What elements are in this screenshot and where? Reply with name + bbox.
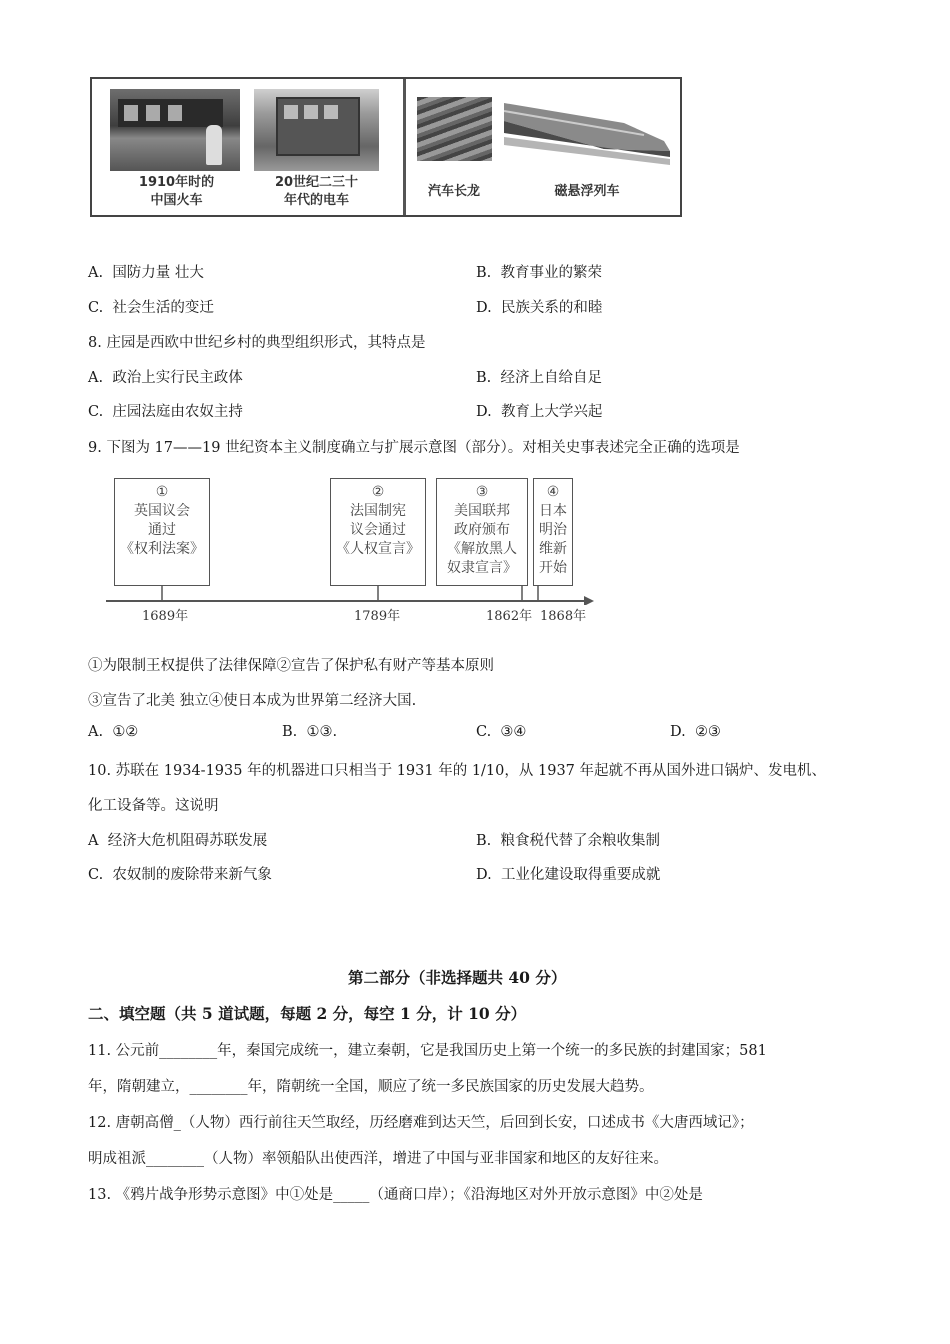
q9-option-d[interactable]: D. ②③ (670, 724, 721, 740)
photo-caption-maglev: 磁悬浮列车 (554, 184, 620, 199)
q10-stem-line-2: 化工设备等。这说明 (88, 798, 219, 814)
timeline-box-2: ② 法国制宪 议会通过 《人权宣言》 (330, 478, 426, 586)
q8-option-b[interactable]: B. 经济上自给自足 (476, 370, 602, 386)
q10-option-d[interactable]: D. 工业化建设取得重要成就 (476, 867, 661, 883)
photo-caption-train: 1910年时的 中国火车 (138, 175, 215, 208)
q10-stem-line-1: 10. 苏联在 1934-1935 年的机器进口只相当于 1931 年的 1/10，从 1937 年起就不再从国外进口锅炉、发电机、 (88, 763, 826, 779)
transport-photo-strip (90, 77, 682, 217)
q12-line-1: 12. 唐朝高僧_（人物）西行前往天竺取经，历经磨难到达天竺，后回到长安，口述成书《大唐西域记》； (88, 1115, 754, 1131)
section-two-title: 二、填空题（共 5 道试题，每题 2 分，每空 1 分，计 10 分） (88, 1004, 527, 1023)
q9-option-a[interactable]: A. ①② (88, 724, 139, 740)
timeline-box-1: ① 英国议会 通过 《权利法案》 (114, 478, 210, 586)
q9-statement-1: ①为限制王权提供了法律保障②宣告了保护私有财产等基本原则 (88, 658, 494, 674)
q9-stem: 9. 下图为 17——19 世纪资本主义制度确立与扩展示意图（部分）。对相关史事表述完全正确的选项是 (88, 440, 740, 456)
q8-stem: 8. 庄园是西欧中世纪乡村的典型组织形式，其特点是 (88, 335, 426, 351)
maglev-train-photo (504, 93, 670, 165)
q8-option-d[interactable]: D. 教育上大学兴起 (476, 404, 603, 420)
q8-option-a[interactable]: A. 政治上实行民主政体 (88, 370, 243, 386)
q7-option-c[interactable]: C. 社会生活的变迁 (88, 300, 214, 316)
q10-option-b[interactable]: B. 粮食税代替了余粮收集制 (476, 833, 660, 849)
q9-option-c[interactable]: C. ③④ (476, 724, 527, 740)
q13-line-1: 13. 《鸦片战争形势示意图》中①处是_____（通商口岸）；《沿海地区对外开放示意图》中②处是 (88, 1187, 703, 1203)
q10-option-a[interactable]: A 经济大危机阻碍苏联发展 (88, 833, 268, 849)
timeline-box-4: ④ 日本 明治 维新 开始 (533, 478, 573, 586)
photo-caption-traffic: 汽车长龙 (427, 184, 480, 199)
part-two-title: 第二部分（非选择题共 40 分） (348, 968, 567, 987)
traffic-jam-photo (417, 97, 492, 161)
timeline-axis (100, 585, 600, 605)
q7-option-a[interactable]: A. 国防力量 壮大 (88, 265, 204, 281)
timeline-year-1789: 1789年 (354, 609, 401, 624)
train-1910-photo (110, 89, 240, 171)
q10-option-c[interactable]: C. 农奴制的废除带来新气象 (88, 867, 272, 883)
q11-line-1: 11. 公元前________年，秦国完成统一，建立秦朝，它是我国历史上第一个统一的多民族的封建国家；581 (88, 1043, 767, 1059)
q9-statement-2: ③宣告了北美 独立④使日本成为世界第二经济大国. (88, 693, 417, 709)
timeline-year-1862: 1862年 (486, 609, 533, 624)
timeline-year-1868: 1868年 (540, 609, 587, 624)
q11-line-2: 年，隋朝建立，________年，隋朝统一全国，顺应了统一多民族国家的历史发展大趋势。 (88, 1079, 654, 1095)
q7-option-b[interactable]: B. 教育事业的繁荣 (476, 265, 602, 281)
q12-line-2: 明成祖派________（人物）率领船队出使西洋，增进了中国与亚非国家和地区的友好往来。 (88, 1151, 668, 1167)
q8-option-c[interactable]: C. 庄园法庭由农奴主持 (88, 404, 243, 420)
photo-caption-tram: 20世纪二三十 年代的电车 (274, 175, 359, 208)
q9-option-b[interactable]: B. ①③. (282, 724, 338, 740)
timeline-box-3: ③ 美国联邦 政府颁布 《解放黑人 奴隶宣言》 (436, 478, 528, 586)
tram-1920s-photo (254, 89, 379, 171)
timeline-year-1689: 1689年 (142, 609, 189, 624)
q7-option-d[interactable]: D. 民族关系的和睦 (476, 300, 603, 316)
photo-divider (403, 79, 406, 215)
